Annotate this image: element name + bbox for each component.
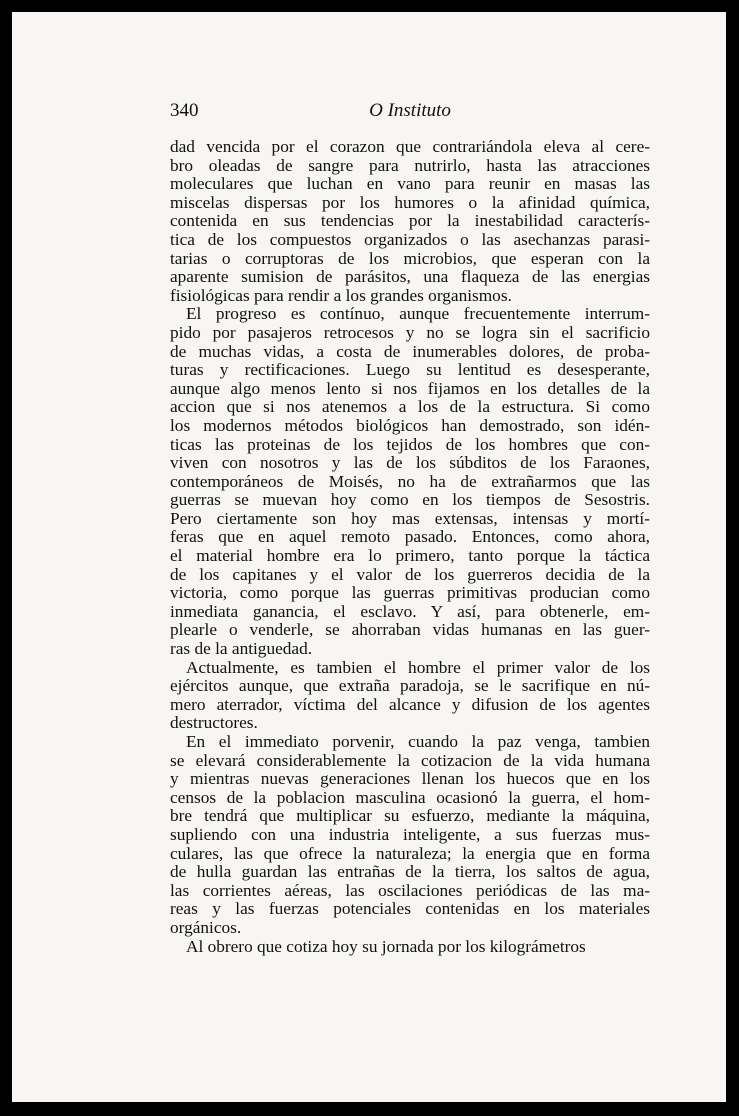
text-line: plearle o venderle, se ahorraban vidas humanas en las guer- [170, 620, 650, 640]
text-line: de muchas vidas, a costa de inumerables dolores, de proba- [170, 341, 650, 361]
text-line: fisiológicas para rendir a los grandes organismos. [170, 285, 512, 305]
text-line: contemporáneos de Moisés, no ha de extrañarmos que las [170, 471, 650, 491]
text-line: aunque algo menos lento si nos fijamos en los detalles de la [170, 378, 650, 398]
text-line: tarias o corruptoras de los microbios, que esperan con la [170, 248, 650, 268]
text-line: y mientras nuevas generaciones llenan los huecos que en los [170, 769, 650, 789]
text-line: En el immediato porvenir, cuando la paz venga, tambien [186, 732, 650, 751]
text-line: feras que en aquel remoto pasado. Entonces, como ahora, [170, 527, 650, 547]
text-line: mero aterrador, víctima del alcance y difusion de los agentes [170, 694, 650, 714]
text-line: orgánicos. [170, 917, 242, 937]
paragraph [170, 305, 650, 658]
text-line: viven con nosotros y las de los súbditos de los Faraones, [170, 453, 650, 473]
text-line: miscelas dispersas por los humores o la afinidad química, [170, 192, 650, 212]
running-title: O Instituto [369, 100, 451, 121]
text-line: Pero ciertamente son hoy mas extensas, intensas y mortí- [170, 508, 650, 528]
text-line: bro oleadas de sangre para nutrirlo, hasta las atracciones [170, 155, 650, 175]
text-line: inmediata ganancia, el esclavo. Y así, para obtenerle, em- [170, 601, 650, 621]
text-line: turas y rectificaciones. Luego su lentitud es desesperante, [170, 360, 650, 380]
text-line: se elevará considerablemente la cotizacion de la vida humana [170, 750, 650, 770]
text-line: destructores. [170, 713, 258, 733]
text-line: ticas las proteinas de los tejidos de los hombres que con- [170, 434, 650, 454]
text-line: Al obrero que cotiza hoy su jornada por los kilográmetros [186, 936, 586, 956]
text-line: contenida en sus tendencias por la inestabilidad caracterís- [170, 211, 650, 231]
running-head [170, 100, 650, 126]
text-line: aparente sumision de parásitos, una flaqueza de las energias [170, 267, 650, 287]
text-line: ras de la antiguedad. [170, 639, 313, 659]
paragraph [170, 138, 650, 305]
paragraph [170, 938, 650, 957]
body-text [170, 138, 650, 956]
text-line: tica de los compuestos organizados o las asechanzas parasi- [170, 229, 650, 249]
text-line: El progreso es contínuo, aunque frecuentemente interrum- [186, 304, 650, 324]
book-page [12, 12, 726, 1102]
text-line: victoria, como porque las guerras primitivas producian como [170, 583, 650, 603]
text-line: Actualmente, es tambien el hombre el primer valor de los [186, 657, 650, 677]
text-line: pido por pasajeros retrocesos y no se logra sin el sacrificio [170, 322, 650, 342]
text-line: de los capitanes y el valor de los guerreros decidia de la [170, 564, 650, 584]
text-line: reas y las fuerzas potenciales contenidas en los materiales [170, 899, 650, 919]
text-line: censos de la poblacion masculina ocasionó la guerra, el hom- [170, 787, 650, 807]
text-line: los modernos métodos biológicos han demostrado, son idén- [170, 415, 650, 435]
text-line: ejércitos aunque, que extraña paradoja, se le sacrifique en nú- [170, 676, 650, 696]
text-line: moleculares que luchan en vano para reunir en masas las [170, 174, 650, 194]
text-line: culares, las que ofrece la naturaleza; la energia que en forma [170, 843, 650, 863]
text-line: el material hombre era lo primero, tanto porque la táctica [170, 546, 650, 566]
text-line: las corrientes aéreas, las oscilaciones periódicas de las ma- [170, 880, 650, 900]
text-line: accion que si nos atenemos a los de la estructura. Si como [170, 397, 650, 417]
text-line: supliendo con una industria inteligente, a sus fuerzas mus- [170, 824, 650, 844]
text-line: guerras se muevan hoy como en los tiempos de Sesostris. [170, 490, 650, 510]
paragraph [170, 733, 650, 938]
page-number: 340 [170, 100, 199, 121]
text-line: de hulla guardan las entrañas de la tierra, los saltos de agua, [170, 862, 650, 882]
text-line: bre tendrá que multiplicar su esfuerzo, mediante la máquina, [170, 806, 650, 826]
text-line: dad vencida por el corazon que contrariándola eleva al cere- [170, 137, 650, 156]
paragraph [170, 659, 650, 733]
